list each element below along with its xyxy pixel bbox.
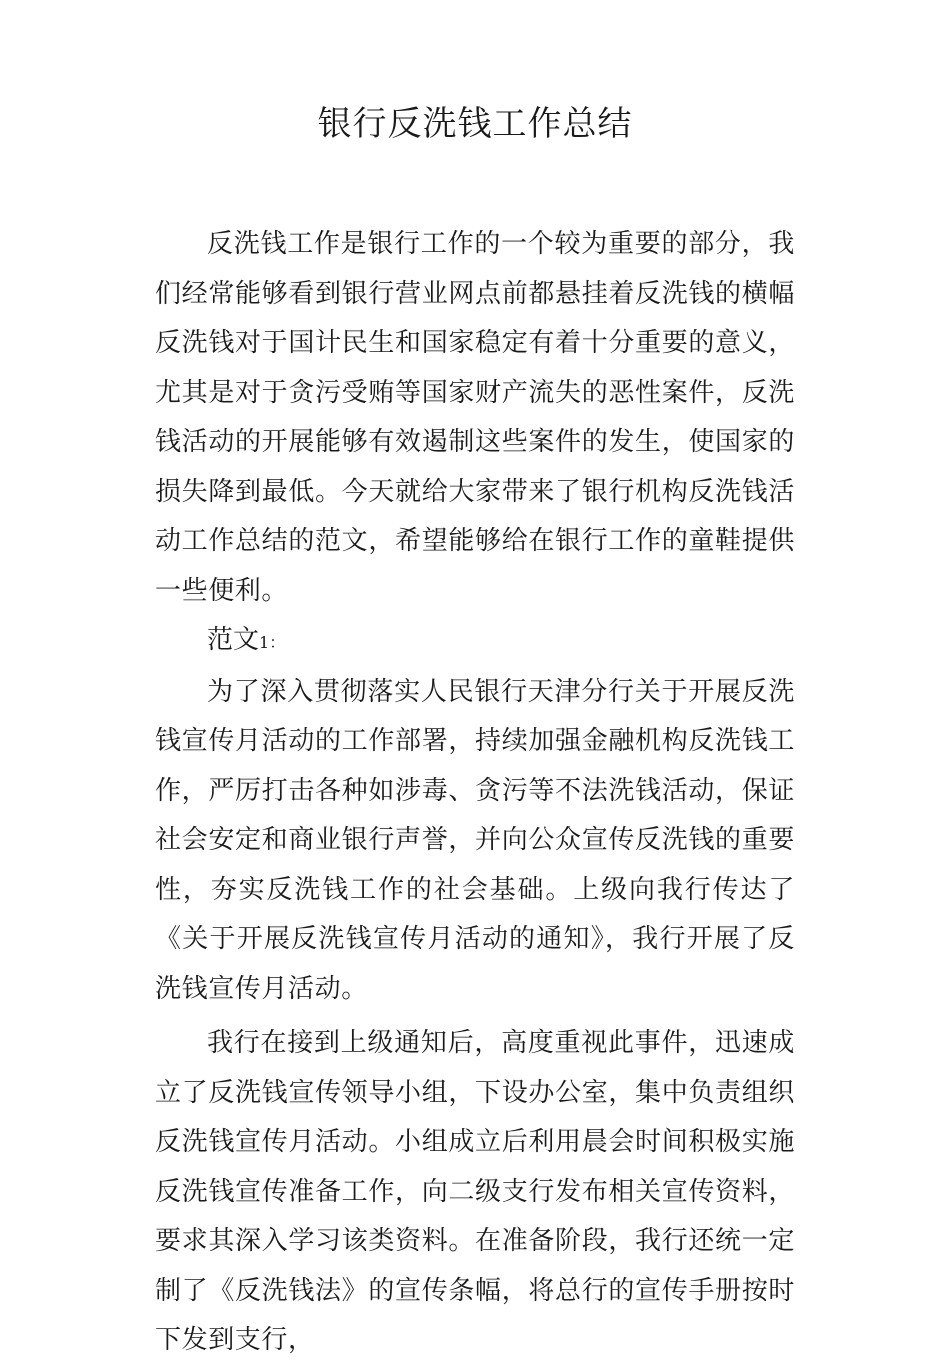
- sample-heading-number: 1: [259, 633, 270, 652]
- body-paragraph-1: 为了深入贯彻落实人民银行天津分行关于开展反洗钱宣传月活动的工作部署，持续加强金融机构反洗钱工作，严厉打击各种如涉毒、贪污等不法洗钱活动，保证社会安定和商业银行声誉，并向公众宣传反洗钱的重要性，夯实反洗钱工作的社会基础。上级向我行传达了《关于开展反洗钱宣传月活动的通知》，我行开展了反洗钱宣传月活动。: [155, 676, 795, 1004]
- sample-heading-colon: ：: [269, 633, 286, 652]
- document-title: 银行反洗钱工作总结: [317, 104, 633, 144]
- intro-paragraph: 反洗钱工作是银行工作的一个较为重要的部分，我们经常能够看到银行营业网点前都悬挂着反洗钱的横幅反洗钱对于国计民生和国家稳定有着十分重要的意义，尤其是对于贪污受贿等国家财产流失的恶性案件，反洗钱活动的开展能够有效遏制这些案件的发生，使国家的损失降到最低。今天就给大家带来了银行机构反洗钱活动工作总结的范文，希望能够给在银行工作的童鞋提供一些便利。: [155, 229, 795, 606]
- sample-heading-label: 范文: [207, 625, 260, 655]
- sample-heading: [155, 616, 795, 668]
- document-body: [155, 220, 795, 1366]
- body-paragraph-2: 我行在接到上级通知后，高度重视此事件，迅速成立了反洗钱宣传领导小组，下设办公室，集中负责组织反洗钱宣传月活动。小组成立后利用晨会时间积极实施反洗钱宣传准备工作，向二级支行发布相关宣传资料，要求其深入学习该类资料。在准备阶段，我行还统一定制了《反洗钱法》的宣传条幅，将总行的宣传手册按时下发到支行，: [155, 1028, 795, 1355]
